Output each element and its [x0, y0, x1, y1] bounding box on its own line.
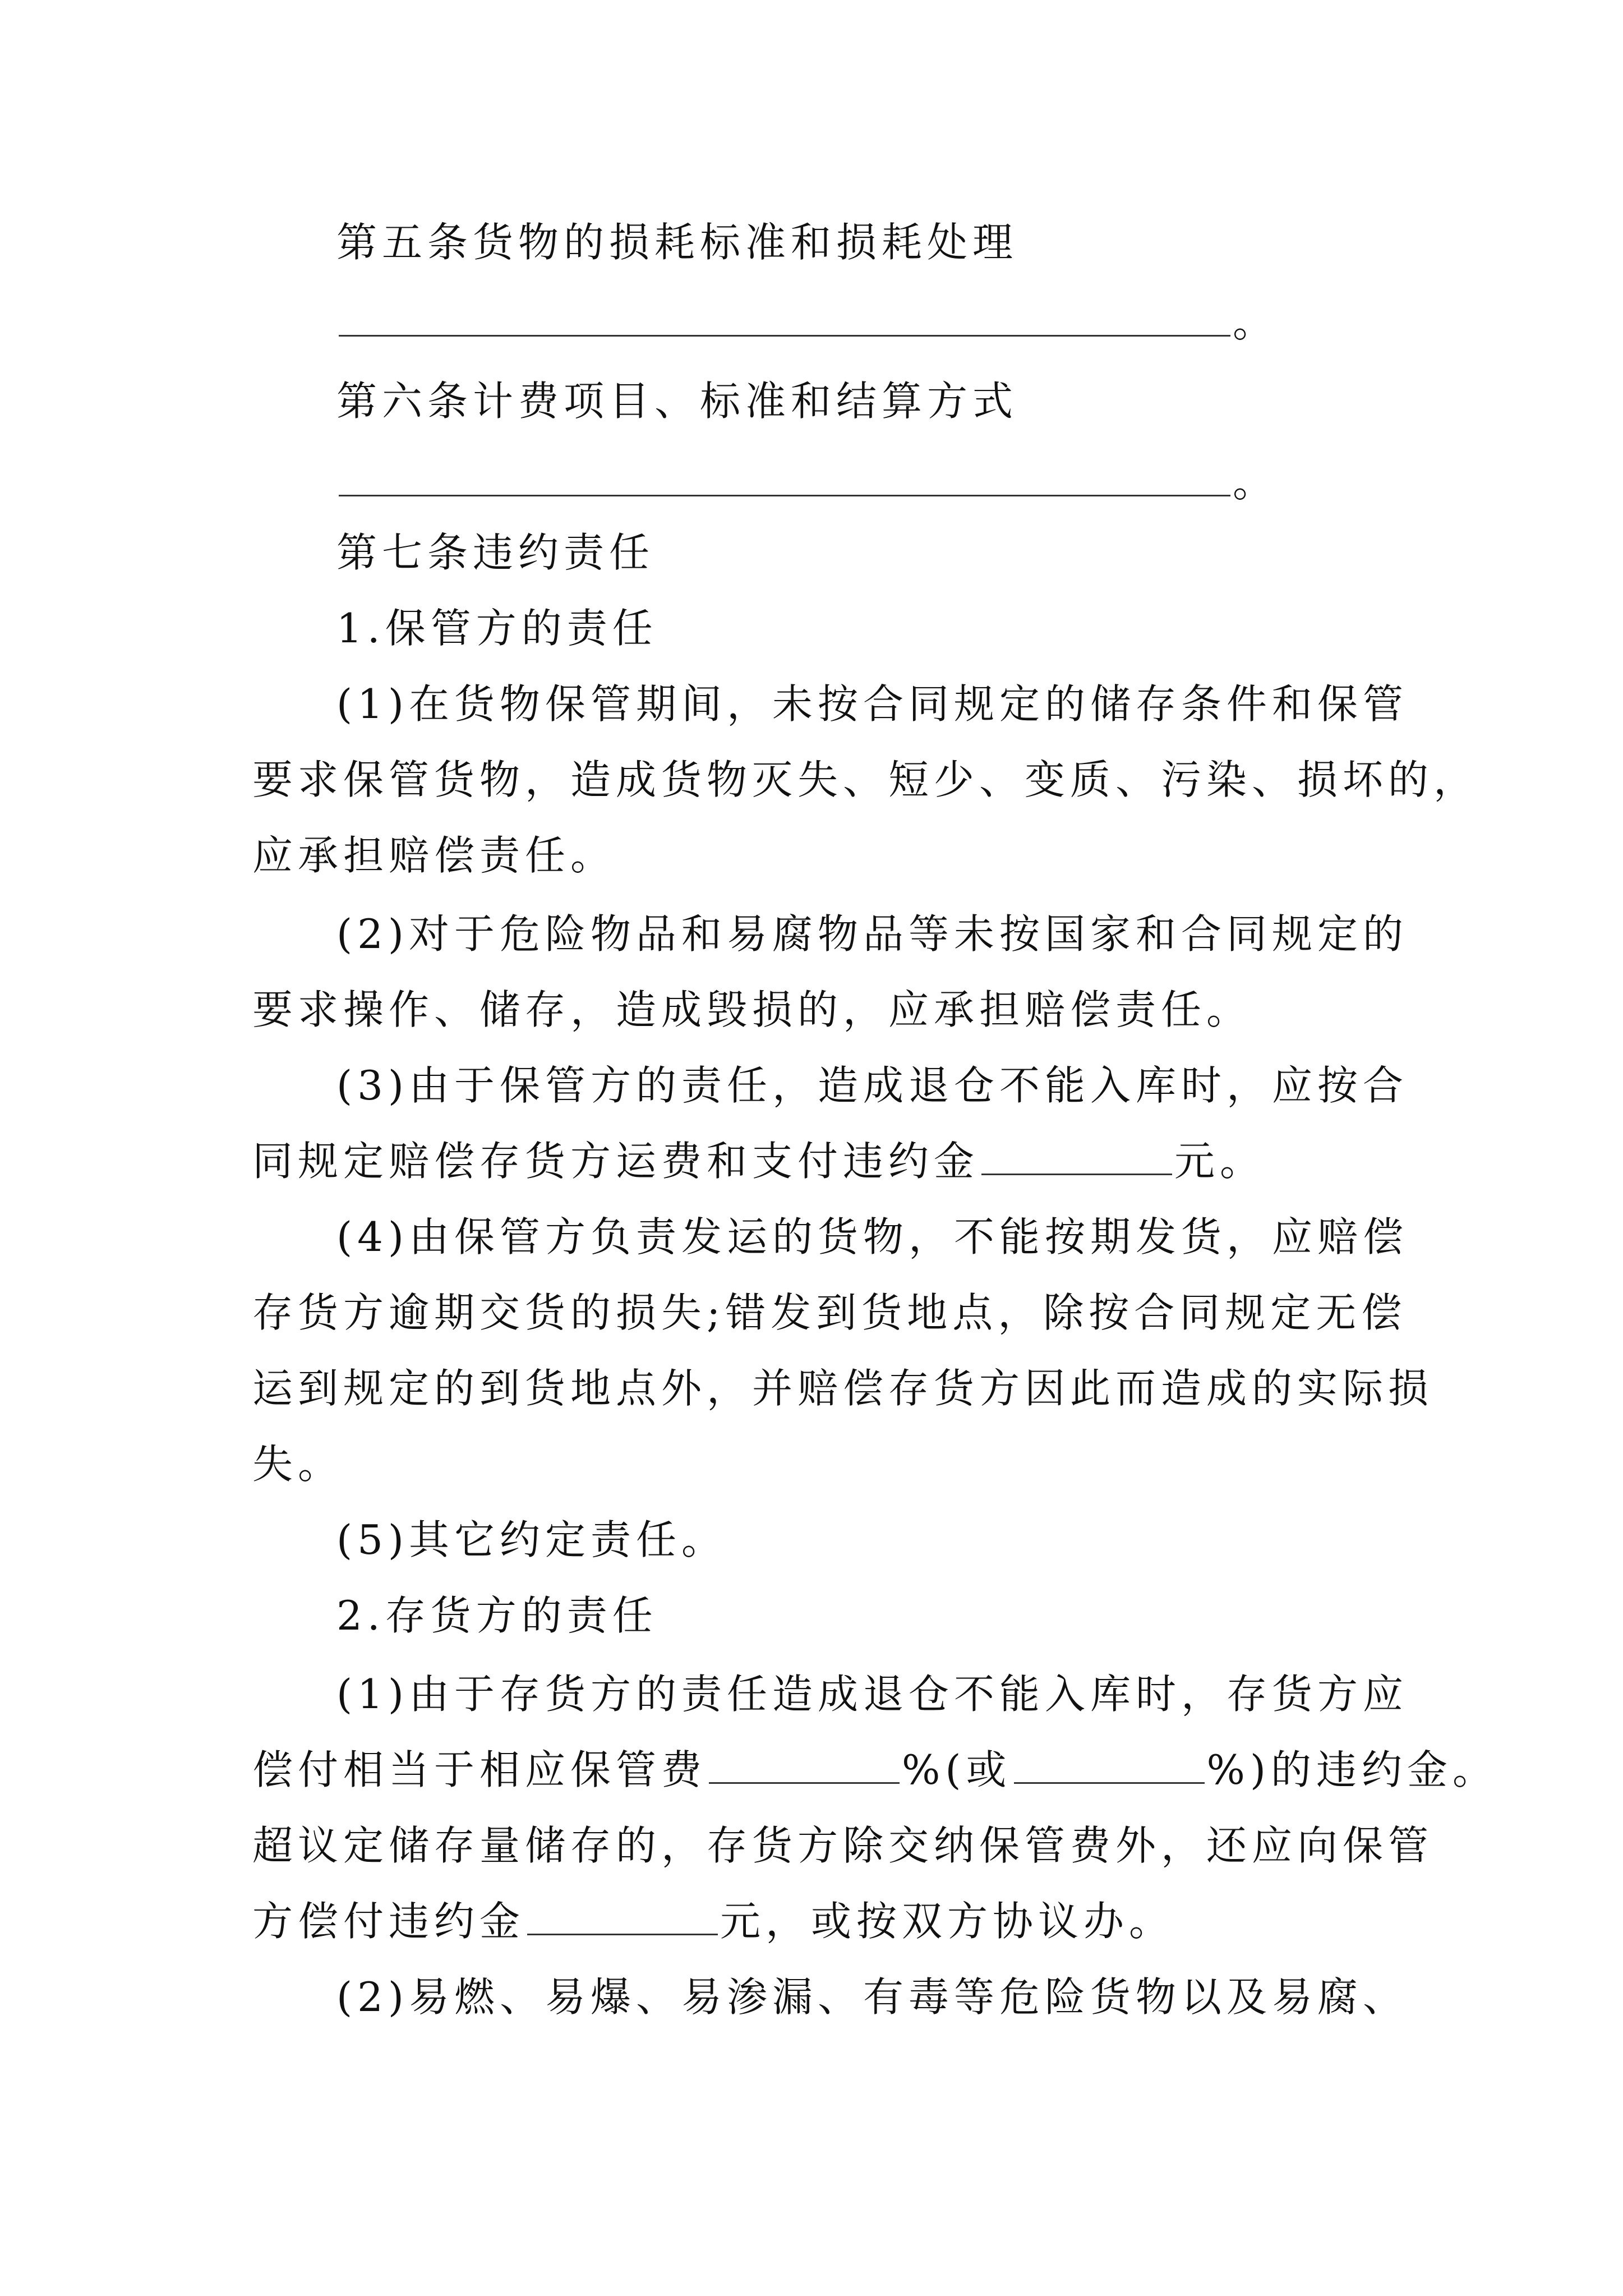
para-1-3-line-2	[252, 1130, 1385, 1192]
article-5-blank	[339, 300, 1230, 337]
article-5-heading: 第五条货物的损耗标准和损耗处理	[336, 219, 1018, 266]
article-5-fill-line	[336, 292, 1385, 353]
para-2-2-line-1: (2)易燃、易爆、易渗漏、有毒等危险货物以及易腐、	[336, 1973, 1408, 2021]
fee-percent-alt-blank	[1014, 1747, 1205, 1784]
article-6-period: 。	[1233, 459, 1279, 506]
para-1-4-line-4: 失。	[252, 1441, 344, 1488]
para-1-4-line-2: 存货方逾期交货的损失;错发到货地点，除按合同规定无偿	[252, 1289, 1407, 1336]
para-1-1-line-2: 要求保管货物，造成货物灭失、短少、变质、污染、损坏的，	[252, 756, 1479, 803]
article-6-heading: 第六条计费项目、标准和结算方式	[336, 378, 1018, 425]
para-1-2-line-2: 要求操作、储存，造成毁损的，应承担赔偿责任。	[252, 986, 1252, 1033]
section-2-heading: 2.存货方的责任	[336, 1592, 658, 1639]
article-7-heading: 第七条违约责任	[336, 529, 655, 576]
para-2-1-yuan: 元，或按双方协议办。	[720, 1898, 1175, 1945]
para-1-3-yuan: 元。	[1174, 1138, 1266, 1185]
para-2-1-line-2	[252, 1739, 1498, 1801]
article-6-fill-line	[336, 452, 1385, 513]
penalty-amount-blank-1	[981, 1139, 1172, 1175]
article-5-period: 。	[1233, 299, 1279, 346]
para-2-1-line-1: (1)由于存货方的责任造成退仓不能入库时，存货方应	[336, 1671, 1408, 1718]
para-1-4-line-1: (4)由保管方负责发运的货物，不能按期发货，应赔偿	[336, 1213, 1408, 1260]
para-2-1-line-4	[252, 1890, 1385, 1952]
para-2-1-pct-or: %(或	[902, 1746, 1012, 1793]
penalty-amount-blank-2	[527, 1899, 718, 1935]
para-2-1-line-4-text: 方偿付违约金	[252, 1898, 525, 1945]
para-1-5: (5)其它约定责任。	[336, 1516, 727, 1563]
article-6-blank	[339, 460, 1230, 496]
para-2-1-text: 偿付相当于相应保管费	[252, 1746, 707, 1793]
para-2-1-pct-close: %)的违约金。	[1206, 1746, 1498, 1793]
para-2-1-line-3: 超议定储存量储存的，存货方除交纳保管费外，还应向保管	[252, 1822, 1434, 1869]
para-1-3-text: 同规定赔偿存货方运费和支付违约金	[252, 1138, 980, 1185]
para-1-1-line-3: 应承担赔偿责任。	[252, 832, 616, 879]
section-1-heading: 1.保管方的责任	[336, 605, 658, 652]
para-1-1-line-1: (1)在货物保管期间，未按合同规定的储存条件和保管	[336, 680, 1408, 728]
fee-percent-blank	[709, 1747, 900, 1784]
para-1-4-line-3: 运到规定的到货地点外，并赔偿存货方因此而造成的实际损	[252, 1365, 1434, 1412]
para-1-2-line-1: (2)对于危险物品和易腐物品等未按国家和合同规定的	[336, 910, 1408, 958]
para-1-3-line-1: (3)由于保管方的责任，造成退仓不能入库时，应按合	[336, 1062, 1408, 1109]
